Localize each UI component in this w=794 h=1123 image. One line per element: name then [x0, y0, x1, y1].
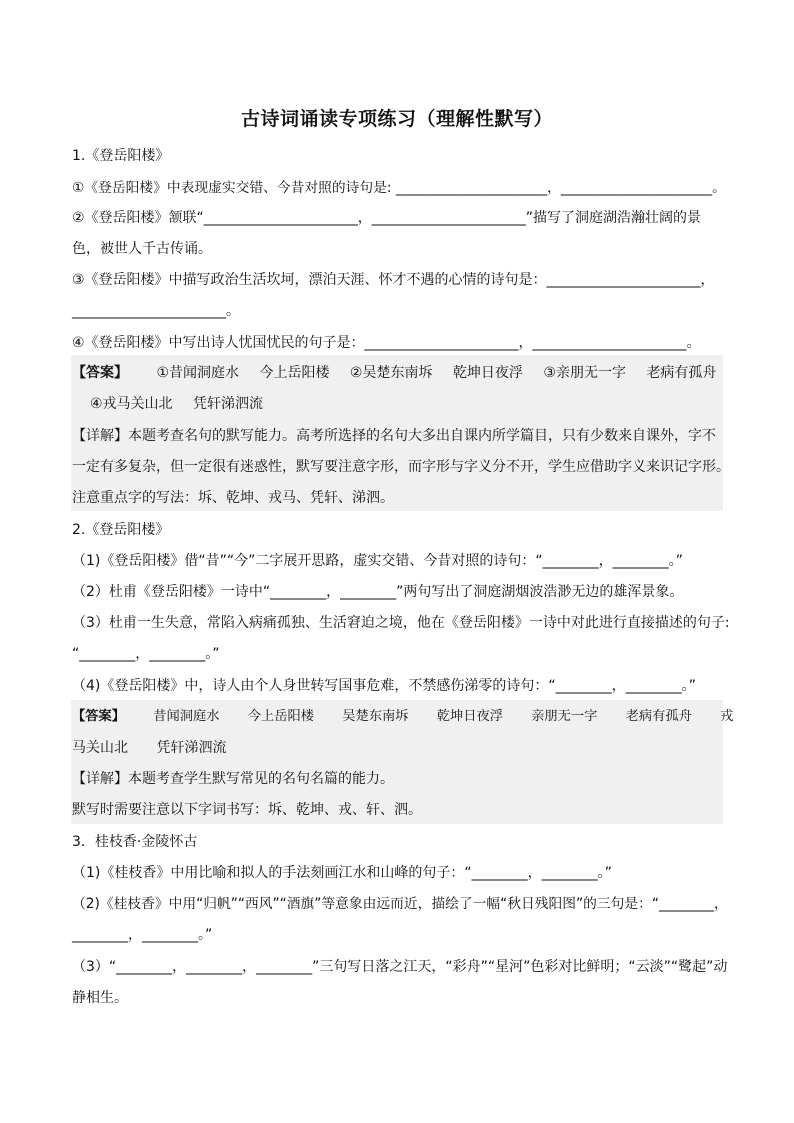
s2-question-1: （1)《登岳阳楼》借“昔”“今”二字展开思路，虚实交错、今昔对照的诗句：“________，________。”: [72, 553, 683, 569]
s2-answer-line-1: [72, 707, 733, 727]
s3-question-3-line-1: （3）“________，________，________”三句写日落之江天，“彩舟”“星河”色彩对比鲜明；“云淡”“鹭起”动: [72, 959, 728, 975]
s1-question-1: ①《登岳阳楼》中表现虚实交错、今昔对照的诗句是: ______________________，______________________。: [72, 180, 726, 196]
answer-item: 凭轩涕泗流: [156, 740, 227, 756]
answer-item: 马关山北: [72, 740, 128, 756]
answer-label: 【答案】: [72, 365, 128, 381]
answer-item: 乾坤日夜浮: [436, 709, 503, 724]
s1-answer-line-2: [90, 394, 263, 414]
s1-question-3-line-1: ③《登岳阳楼》中描写政治生活坎坷，漂泊天涯、怀才不遇的心情的诗句是：______________________，: [72, 272, 715, 288]
answer-item: 乾坤日夜浮: [452, 365, 523, 381]
section-1-heading: 1.《登岳阳楼》: [72, 148, 170, 164]
answer-item: 昔闻洞庭水: [153, 709, 220, 724]
s2-question-4: （4)《登岳阳楼》中，诗人由个人身世转写国事危难，不禁感伤涕零的诗句：“________，________。”: [72, 678, 696, 694]
answer-item: ②吴楚东南坼: [349, 365, 433, 381]
s1-question-2-line-1: ②《登岳阳楼》颔联“______________________，______________________”描写了洞庭湖浩瀚壮阔的景: [72, 210, 702, 226]
answer-item: 凭轩涕泗流: [193, 396, 264, 412]
s1-detail-line-3: 注意重点字的写法：坼、乾坤、戎马、凭轩、涕泗。: [72, 490, 394, 506]
answer-label: 【答案】: [72, 709, 126, 724]
answer-item: 亲朋无一字: [531, 709, 598, 724]
s2-detail-line-1: 【详解】本题考查学生默写常见的名句名篇的能力。: [72, 771, 394, 787]
s1-question-3-line-2: ______________________。: [72, 303, 240, 319]
answer-item: 戎: [720, 709, 734, 724]
answer-item: 老病有孤舟: [625, 709, 692, 724]
section-2-heading: 2.《登岳阳楼》: [72, 522, 170, 538]
s2-detail-line-2: 默写时需要注意以下字词书写：坼、乾坤、戎、轩、泗。: [72, 802, 422, 818]
s1-question-4: ④《登岳阳楼》中写出诗人忧国忧民的句子是：______________________，______________________。: [72, 335, 701, 351]
s1-detail-line-1: 【详解】本题考查名句的默写能力。高考所选择的名句大多出自课内所学篇目，只有少数来自课外，字不: [72, 428, 716, 444]
s3-question-2-line-2: ________，________。”: [72, 927, 213, 943]
s3-question-2-line-1: （2)《桂枝香》中用“归帆”“西风”“酒旗”等意象由远而近，描绘了一幅“秋日残阳图”的三句是：“________，: [72, 896, 728, 912]
s2-question-3-line-2: “________，________。”: [72, 646, 220, 662]
s2-question-2: （2）杜甫《登岳阳楼》一诗中“________，________”两句写出了洞庭湖烟波浩渺无边的雄浑景象。: [72, 584, 684, 600]
s1-detail-line-2: 一定有多复杂，但一定很有迷惑性，默写要注意字形，而字形与字义分不开，学生应借助字义来识记字形。: [72, 459, 730, 475]
s2-question-3-line-1: （3）杜甫一生失意，常陷入病痛孤独、生活窘迫之境，他在《登岳阳楼》一诗中对此进行直接描述的句子:: [72, 615, 730, 631]
s1-question-2-line-2: 色，被世人千古传诵。: [72, 241, 212, 257]
answer-item: 今上岳阳楼: [247, 709, 314, 724]
s1-answer-line-1: [72, 363, 716, 383]
s3-question-3-line-2: 静相生。: [72, 990, 128, 1006]
answer-item: 吴楚东南坼: [342, 709, 409, 724]
answer-item: 今上岳阳楼: [259, 365, 330, 381]
s3-question-1: （1)《桂枝香》中用比喻和拟人的手法刻画江水和山峰的句子：“________，________。”: [72, 865, 612, 881]
answer-item: 老病有孤舟: [646, 365, 717, 381]
answer-item: ④戎马关山北: [90, 396, 173, 412]
page-title: 古诗词诵读专项练习（理解性默写）: [240, 108, 553, 130]
s2-answer-line-2: [72, 738, 226, 758]
answer-item: ①昔闻洞庭水: [156, 365, 240, 381]
section-3-heading: 3．桂枝香·金陵怀古: [72, 834, 198, 850]
answer-item: ③亲朋无一字: [543, 365, 626, 381]
